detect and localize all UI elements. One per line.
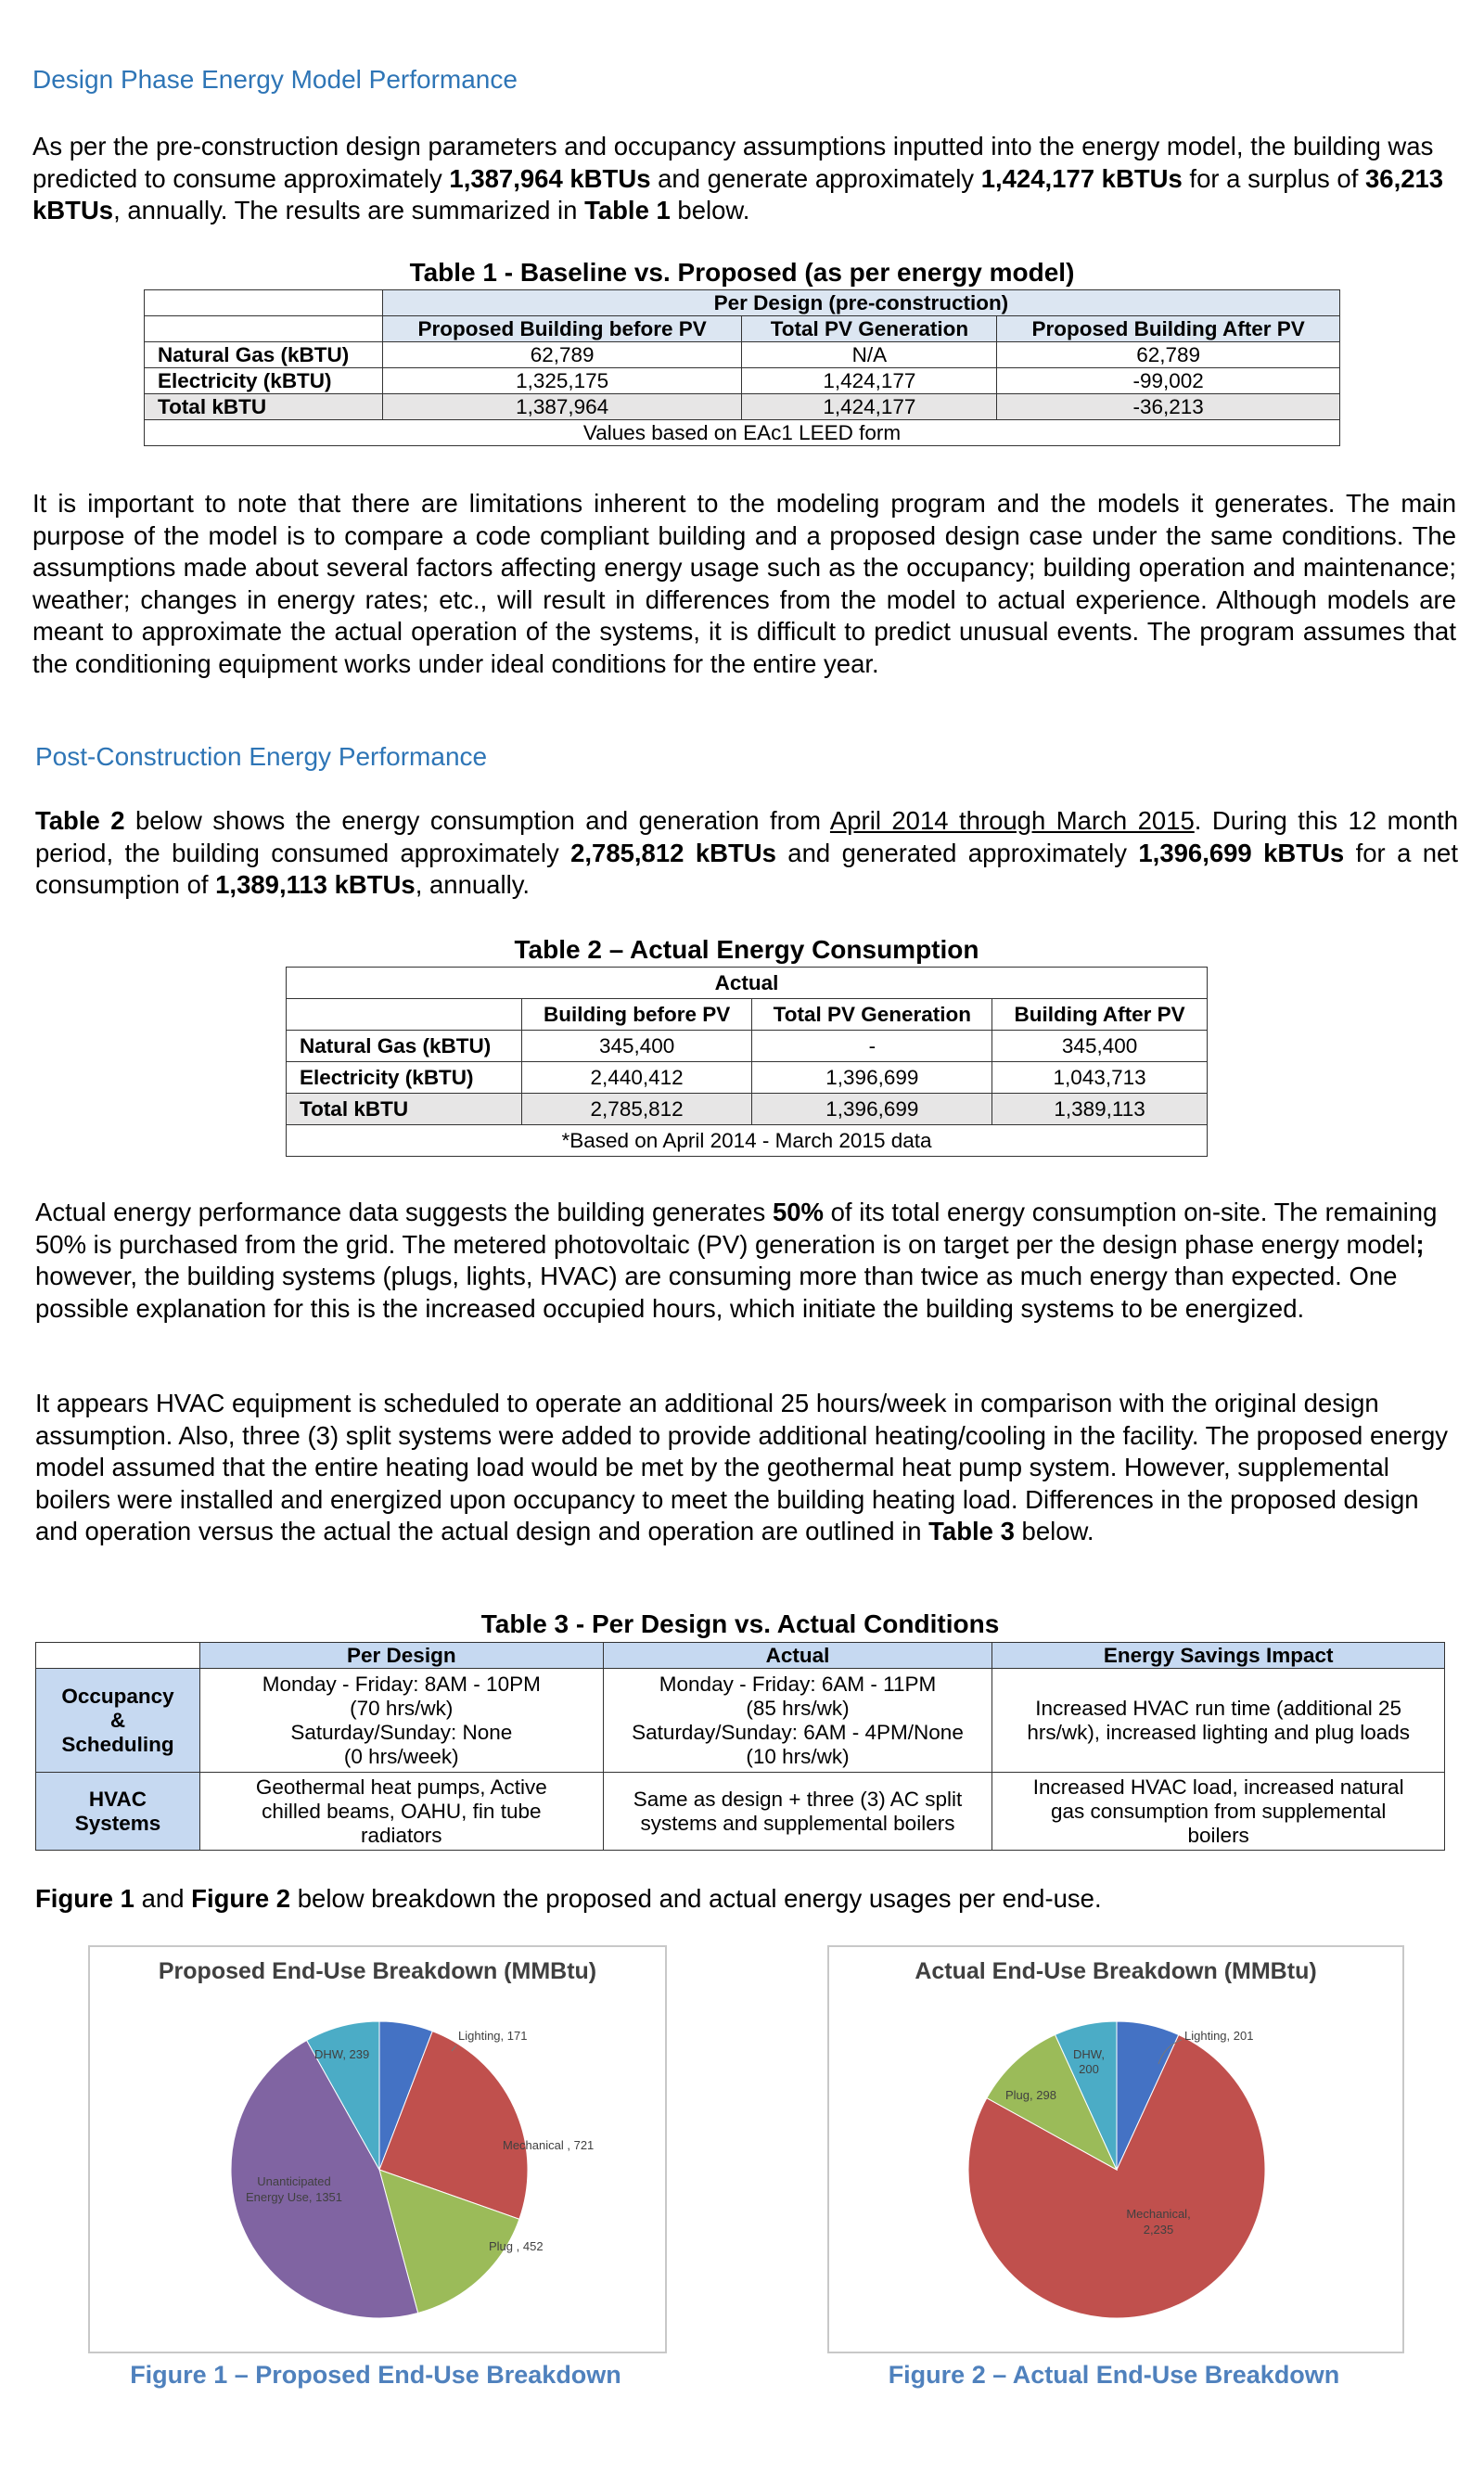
table-cell: 1,387,964: [382, 394, 742, 420]
row-label: Natural Gas (kBTU): [145, 342, 383, 368]
table-cell: 345,400: [521, 1031, 752, 1062]
table-cell: Geothermal heat pumps, Active chilled beams, OAHU, fin tube radiators: [199, 1773, 603, 1851]
row-label: Total kBTU: [287, 1094, 522, 1125]
figure1-chart: [88, 1945, 667, 2353]
table-cell: -: [752, 1031, 992, 1062]
pie-label-plug: Plug, 298: [1005, 2088, 1056, 2102]
section-heading-design-phase: Design Phase Energy Model Performance: [32, 65, 518, 94]
paragraph-model-limitations: It is important to note that there are limitations inherent to the modeling program and the models it generates. The main purpose of the model is to compare a code compliant building and a proposed design case under the same conditions. The assumptions made about several factors affecting energy usage such as the occupancy; building operation and maintenance; weather; changes in energy rates; etc., will result in differences from the model to actual experience. Although models are meant to approximate the actual operation of the systems, it is difficult to predict unusual events. The program assumes that the conditioning equipment works under ideal conditions for the entire year.: [32, 489, 1456, 678]
table2-group-header: Actual: [287, 968, 1208, 999]
paragraph-figures-intro: Figure 1 and Figure 2 below breakdown the proposed and actual energy usages per end-use.: [35, 1884, 1102, 1913]
table2-group-header-row: [287, 968, 1208, 999]
pie-label-mechanical-value: 2,235: [1143, 2223, 1174, 2237]
paragraph-design-summary: As per the pre-construction design parameters and occupancy assumptions inputted into the energy model, the building was predicted to consume approximately 1,387,964 kBTUs and generate approximately 1,424,177 kBTUs for a surplus of 36,213 kBTUs, annually. The results are summarized in Table 1 below.: [32, 132, 1444, 224]
pie-label-unanticipated-value: Energy Use, 1351: [245, 2190, 343, 2204]
table2-col-header: Building After PV: [992, 999, 1208, 1031]
section-heading-post-construction: Post-Construction Energy Performance: [35, 742, 488, 771]
table1-footnote: Values based on EAc1 LEED form: [145, 420, 1340, 446]
chart-title: Proposed End-Use Breakdown (MMBtu): [158, 1958, 597, 1984]
row-label: Electricity (kBTU): [287, 1062, 522, 1094]
table-row: [36, 1669, 1445, 1773]
row-label: Electricity (kBTU): [145, 368, 383, 394]
table-cell: 62,789: [382, 342, 742, 368]
table-row: [287, 1031, 1208, 1062]
row-label: Natural Gas (kBTU): [287, 1031, 522, 1062]
pie-label-mechanical: Mechanical , 721: [503, 2138, 595, 2152]
paragraph-post-construction-summary: Table 2 below shows the energy consumption and generation from April 2014 through March 2015. During this 12 month period, the building consumed approximately 2,785,812 kBTUs and generated approximately 1,396,699 kBTUs for a net consumption of 1,389,113 kBTUs, annually.: [35, 806, 1458, 899]
table-cell: Same as design + three (3) AC split systems and supplemental boilers: [603, 1773, 992, 1851]
table-cell: -36,213: [997, 394, 1340, 420]
table1-col-header: Proposed Building After PV: [997, 316, 1340, 342]
table2-column-header-row: [287, 999, 1208, 1031]
table-cell: Increased HVAC load, increased natural gas consumption from supplemental boilers: [992, 1773, 1445, 1851]
table-cell: 345,400: [992, 1031, 1208, 1062]
table3: [35, 1642, 1445, 1851]
table2-footnote: *Based on April 2014 - March 2015 data: [287, 1125, 1208, 1157]
table1-footnote-row: [145, 420, 1340, 446]
table1-group-header-row: [145, 290, 1340, 316]
table-cell: Monday - Friday: 8AM - 10PM (70 hrs/wk) Saturday/Sunday: None (0 hrs/week): [199, 1669, 603, 1773]
table-cell: 1,396,699: [752, 1062, 992, 1094]
table-cell: 1,325,175: [382, 368, 742, 394]
table-cell: Monday - Friday: 6AM - 11PM (85 hrs/wk) Saturday/Sunday: 6AM - 4PM/None (10 hrs/wk): [603, 1669, 992, 1773]
row-label: Occupancy & Scheduling: [36, 1669, 200, 1773]
pie-label-mechanical: Mechanical,: [1126, 2207, 1191, 2221]
table-cell: Increased HVAC run time (additional 25 hrs/wk), increased lighting and plug loads: [992, 1669, 1445, 1773]
table-row: [36, 1773, 1445, 1851]
table2-col-header: Total PV Generation: [752, 999, 992, 1031]
table3-header-row: [36, 1643, 1445, 1669]
table2: [286, 967, 1208, 1157]
row-label: HVAC Systems: [36, 1773, 200, 1851]
row-label: Total kBTU: [145, 394, 383, 420]
table1-col-header: Proposed Building before PV: [382, 316, 742, 342]
table-cell: 1,424,177: [742, 368, 997, 394]
table3-col-header: Energy Savings Impact: [992, 1643, 1445, 1669]
pie-label-dhw: DHW,: [1073, 2047, 1105, 2061]
pie-chart-actual: [829, 1947, 1402, 2352]
pie-label-plug: Plug , 452: [489, 2239, 544, 2253]
paragraph-hvac-differences: It appears HVAC equipment is scheduled to operate an additional 25 hours/week in comparison with the original design assumption. Also, three (3) split systems were added to provide additional heating/cooling in the facility. The proposed energy model assumed that the entire heating load would be met by the geothermal heat pump system. However, supplemental boilers were installed and energized upon occupancy to meet the building heating load. Differences in the proposed design and operation versus the actual the actual design and operation are outlined in Table 3 below.: [35, 1389, 1449, 1545]
table3-caption: Table 3 - Per Design vs. Actual Conditions: [480, 1609, 1000, 1638]
figure2-chart: [827, 1945, 1404, 2353]
table-row: [145, 394, 1340, 420]
table-cell: 2,785,812: [521, 1094, 752, 1125]
table2-footnote-row: [287, 1125, 1208, 1157]
pie-label-lighting: Lighting, 171: [458, 2029, 528, 2043]
table-cell: 1,043,713: [992, 1062, 1208, 1094]
figure1-caption: Figure 1 – Proposed End-Use Breakdown: [130, 2361, 621, 2389]
table-cell: N/A: [742, 342, 997, 368]
pie-label-dhw: DHW, 239: [314, 2047, 370, 2061]
table-cell: -99,002: [997, 368, 1340, 394]
table-cell: 2,440,412: [521, 1062, 752, 1094]
table1-column-header-row: [145, 316, 1340, 342]
pie-label-unanticipated: Unanticipated: [257, 2174, 331, 2188]
pie-chart-proposed: [90, 1947, 665, 2352]
paragraph-actual-performance: Actual energy performance data suggests the building generates 50% of its total energy consumption on-site. The remaining 50% is purchased from the grid. The metered photovoltaic (PV) generation is on target per the design phase energy model; however, the building systems (plugs, lights, HVAC) are consuming more than twice as much energy than expected. One possible explanation for this is the increased occupied hours, which initiate the building systems to be energized.: [35, 1198, 1438, 1323]
table-row: [287, 1094, 1208, 1125]
table2-caption: Table 2 – Actual Energy Consumption: [514, 935, 979, 964]
table-cell: 1,389,113: [992, 1094, 1208, 1125]
table-row: [145, 368, 1340, 394]
table3-col-header: Actual: [603, 1643, 992, 1669]
table-cell: 1,396,699: [752, 1094, 992, 1125]
table1-col-header: Total PV Generation: [742, 316, 997, 342]
pie-label-lighting: Lighting, 201: [1184, 2029, 1254, 2043]
table-row: [145, 342, 1340, 368]
chart-title: Actual End-Use Breakdown (MMBtu): [915, 1958, 1317, 1984]
table-cell: 62,789: [997, 342, 1340, 368]
table-row: [287, 1062, 1208, 1094]
table1-caption: Table 1 - Baseline vs. Proposed (as per energy model): [409, 258, 1075, 287]
figure2-caption: Figure 2 – Actual End-Use Breakdown: [888, 2361, 1340, 2389]
table1-group-header: Per Design (pre-construction): [382, 290, 1339, 316]
table2-col-header: Building before PV: [521, 999, 752, 1031]
pie-label-dhw-value: 200: [1079, 2062, 1099, 2076]
table-cell: 1,424,177: [742, 394, 997, 420]
table3-col-header: Per Design: [199, 1643, 603, 1669]
table1: [144, 289, 1340, 446]
